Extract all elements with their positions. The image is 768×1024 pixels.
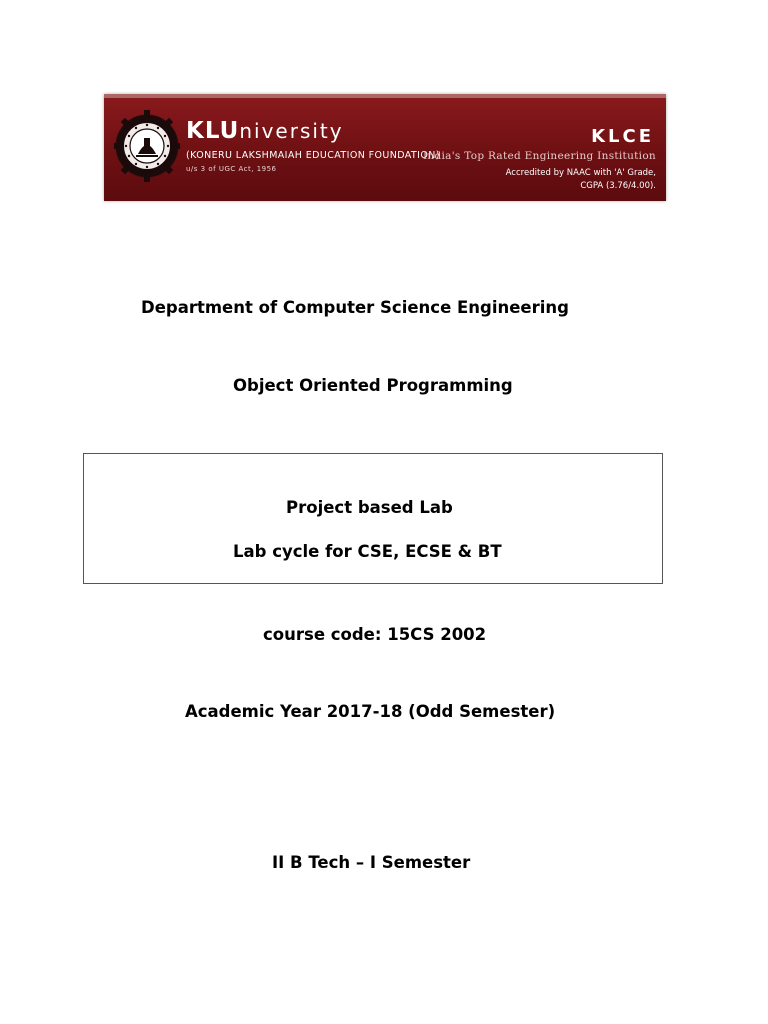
lab-title: Project based Lab: [286, 498, 453, 517]
cgpa-note: CGPA (3.76/4.00).: [580, 181, 656, 191]
banner-top-rule: [104, 94, 666, 98]
foundation-name: (KONERU LAKSHMAIAH EDUCATION FOUNDATION): [186, 150, 440, 161]
institute-tagline: India's Top Rated Engineering Institution: [422, 150, 656, 162]
ugc-note: u/s 3 of UGC Act, 1956: [186, 165, 277, 173]
semester-label: II B Tech – I Semester: [272, 853, 471, 872]
course-name: Object Oriented Programming: [233, 376, 513, 395]
university-name-kl: KLU: [186, 118, 240, 144]
institute-name: KLCE: [591, 126, 654, 147]
lab-info-box: [83, 453, 663, 584]
lab-cycle: Lab cycle for CSE, ECSE & BT: [233, 542, 502, 561]
university-seal-icon: [114, 100, 180, 196]
academic-year: Academic Year 2017-18 (Odd Semester): [185, 702, 556, 721]
accreditation-note: Accredited by NAAC with 'A' Grade,: [505, 168, 656, 178]
course-code: course code: 15CS 2002: [263, 625, 487, 644]
university-name-rest: niversity: [239, 119, 344, 143]
university-name: [186, 118, 344, 144]
department-title: Department of Computer Science Engineering: [141, 298, 569, 317]
university-banner: [104, 94, 666, 201]
